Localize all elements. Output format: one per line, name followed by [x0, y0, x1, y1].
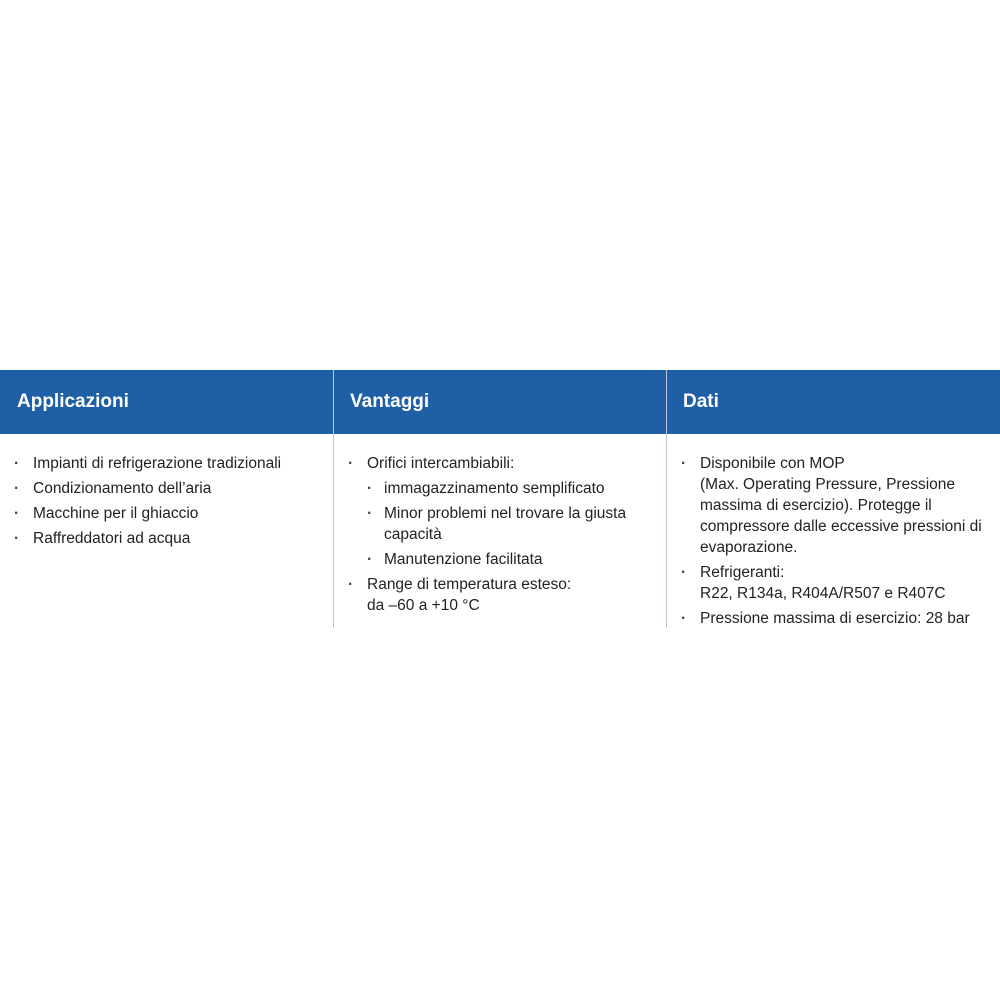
sub-list-item: · Minor problemi nel trovare la giusta capacità — [367, 503, 658, 545]
list-item-text: da –60 a +10 °C — [367, 597, 480, 614]
column-vantaggi — [333, 370, 666, 628]
list-item: · Impianti di refrigerazione tradizionali — [14, 453, 325, 474]
dati-list — [681, 453, 992, 629]
features-table — [0, 370, 1000, 628]
applicazioni-list — [14, 453, 325, 549]
list-item: · Raffreddatori ad acqua — [14, 528, 325, 549]
list-item: · Macchine per il ghiaccio — [14, 503, 325, 524]
column-body-applicazioni — [0, 434, 333, 628]
column-body-dati — [667, 434, 1000, 628]
vantaggi-list — [348, 453, 658, 616]
sub-list-item: · immagazzinamento semplificato — [367, 478, 658, 499]
list-item-text: · Refrigeranti: — [700, 564, 785, 581]
list-item — [681, 453, 992, 558]
column-dati — [666, 370, 1000, 628]
list-item-text: · Disponibile con MOP — [700, 455, 845, 472]
sub-list-item: · Manutenzione facilitata — [367, 549, 658, 570]
column-applicazioni — [0, 370, 333, 628]
vantaggi-sublist — [367, 478, 658, 570]
list-item-text: R22, R134a, R404A/R507 e R407C — [700, 585, 946, 602]
list-item — [681, 562, 992, 604]
column-header-applicazioni: Applicazioni — [0, 370, 333, 434]
column-header-vantaggi: Vantaggi — [334, 370, 666, 434]
list-item-text: · Range di temperatura esteso: — [367, 576, 572, 593]
column-body-vantaggi — [334, 434, 666, 628]
list-item — [348, 574, 658, 616]
list-item-text: Orifici intercambiabili: — [367, 455, 515, 472]
list-item — [348, 453, 658, 570]
column-header-dati: Dati — [667, 370, 1000, 434]
list-item-text: (Max. Operating Pressure, Pressione massima di esercizio). Protegge il compressore dalle eccessive pressioni di evaporazione. — [700, 476, 982, 556]
list-item: · Condizionamento dell’aria — [14, 478, 325, 499]
list-item: · Pressione massima di esercizio: 28 bar — [681, 608, 992, 629]
